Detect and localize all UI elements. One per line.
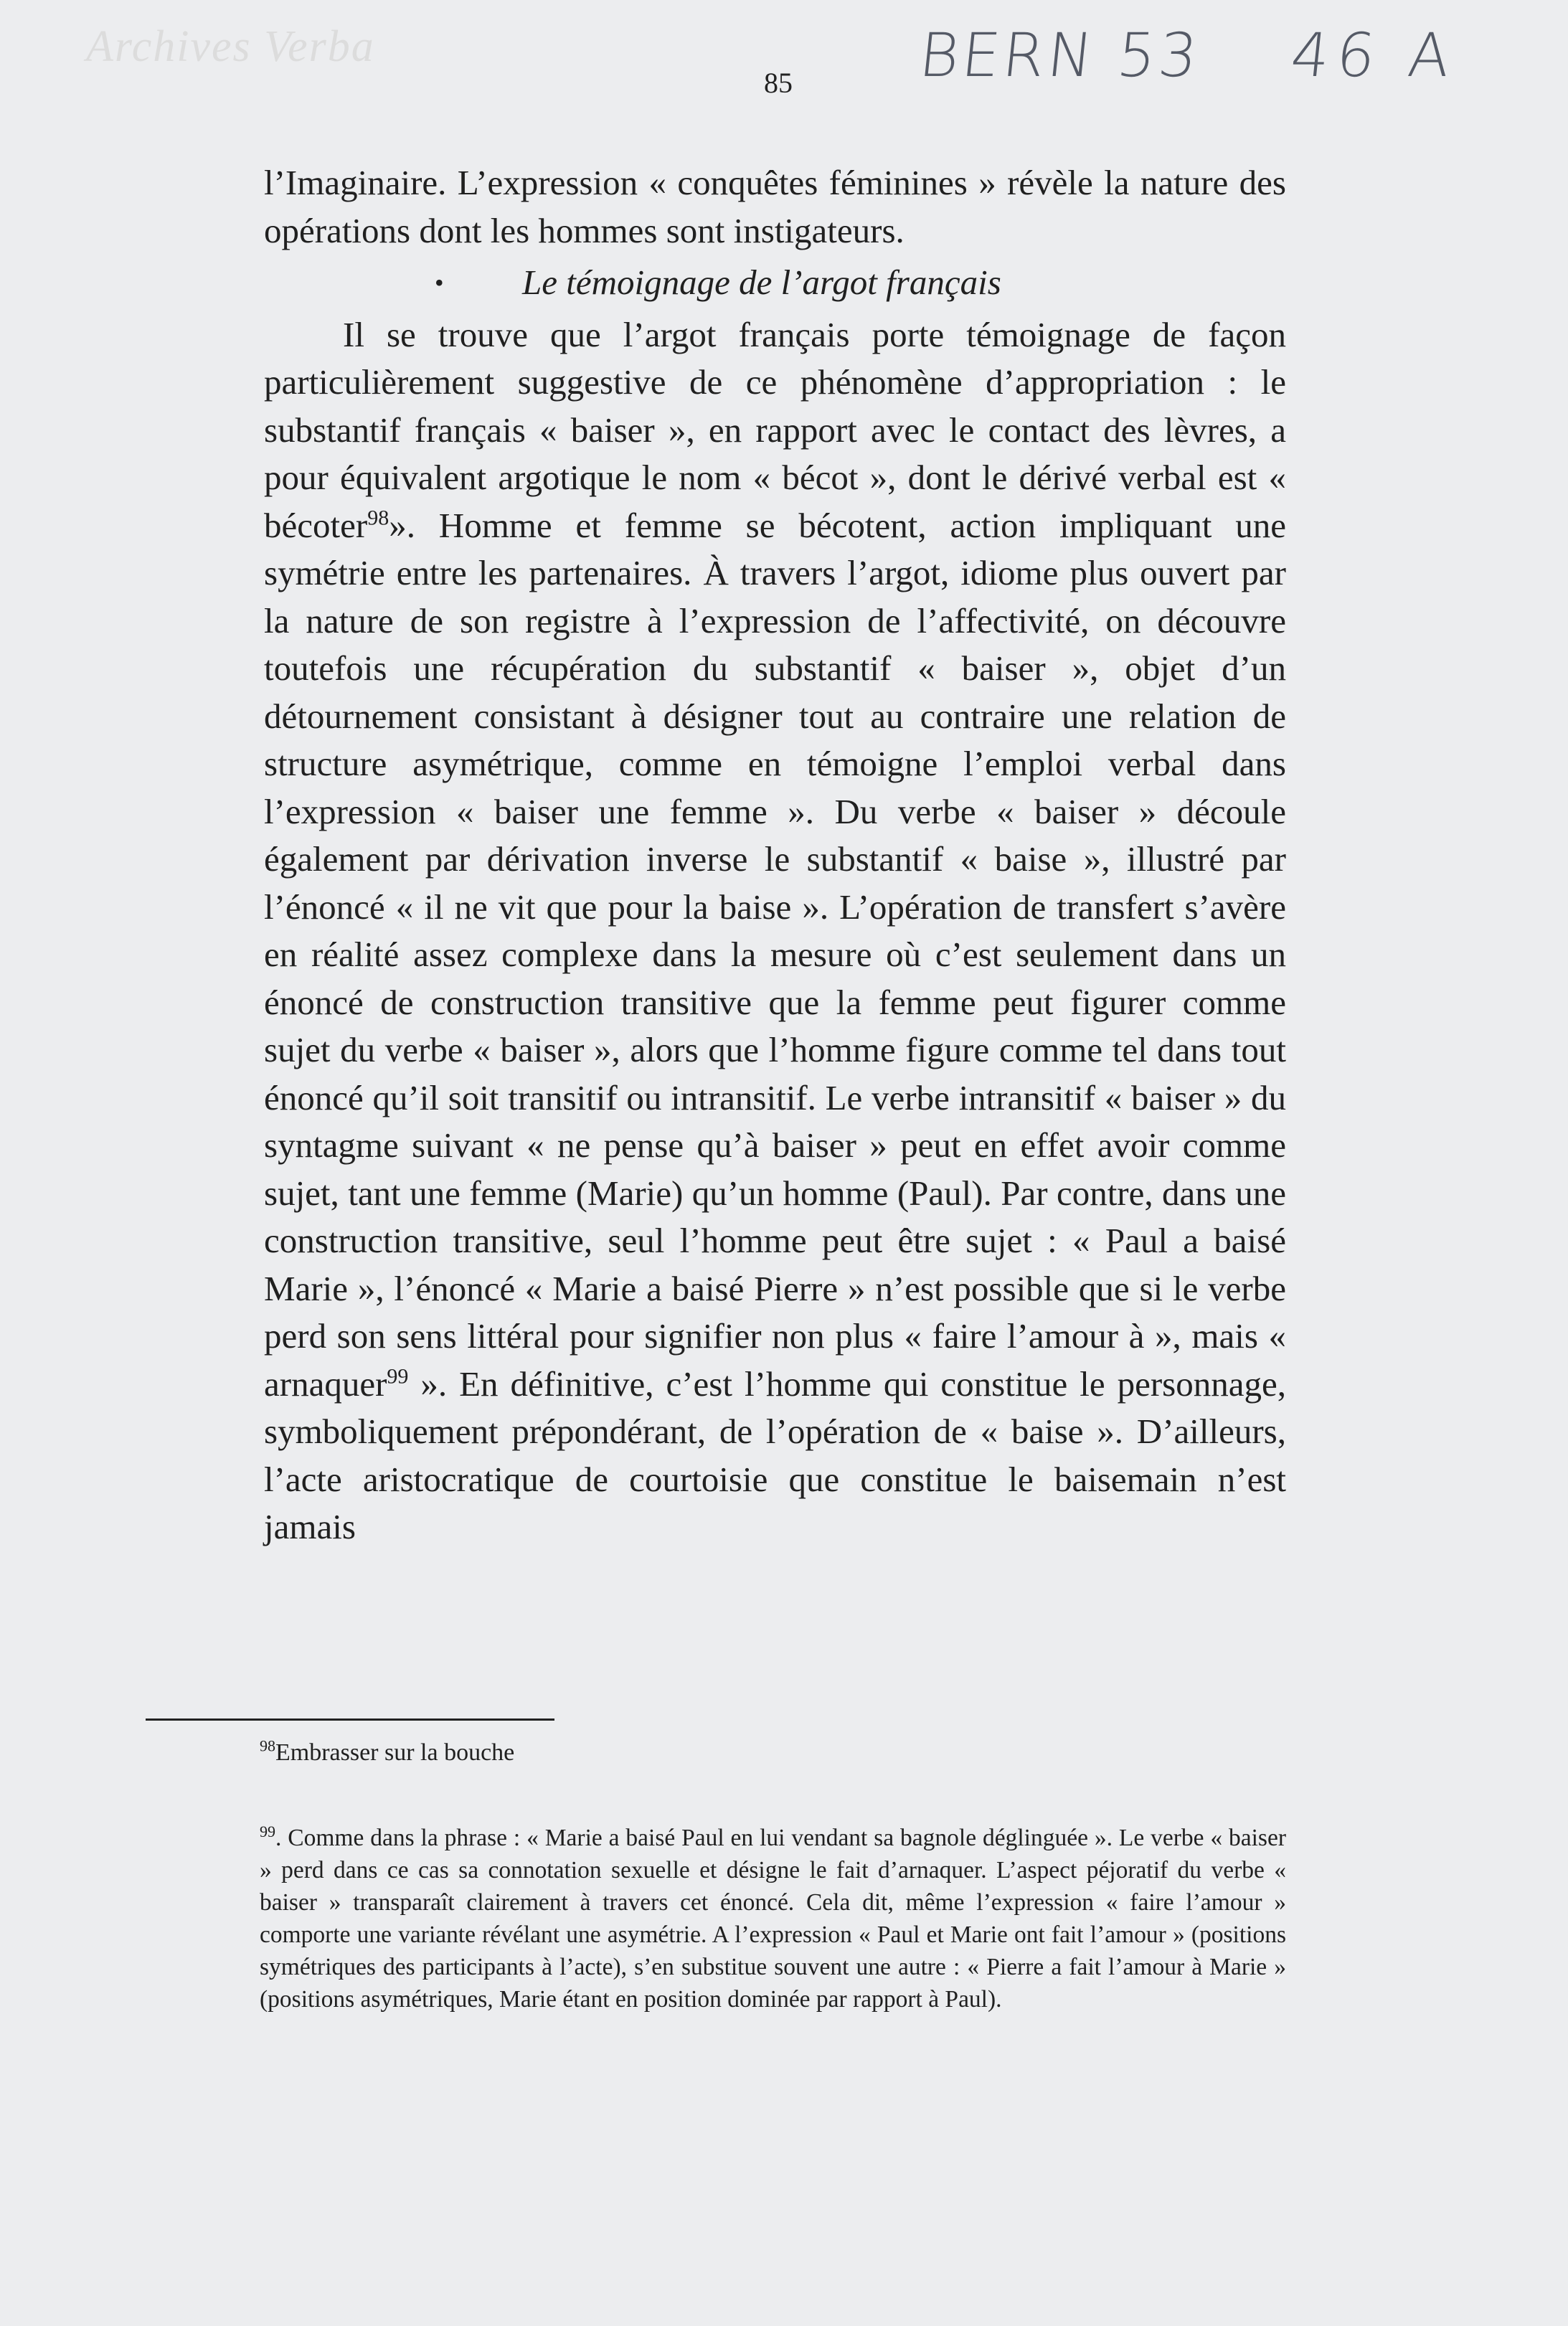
- footnote-ref-98[interactable]: 98: [367, 506, 389, 530]
- footnote-98: [260, 1737, 514, 1769]
- paragraph-text-part2: ». Homme et femme se bécotent, action impliquant une symétrie entre les partenaires. À travers l’argot, idiome plus ouvert par la nature de son registre à l’expression de l’affectivité, on découvre toutefois une récupération du substantif « baiser », objet d’un détournement consistant à désigner tout au contraire une relation de structure asymétrique, comme en témoigne l’emploi verbal dans l’expression « baiser une femme ». Du verbe « baiser » découle également par dérivation inverse le substantif « baise », illustré par l’énoncé « il ne vit que pour la baise ». L’opération de transfert s’avère en réalité assez complexe dans la mesure où c’est seulement dans un énoncé de construction transitive que la femme peut figurer comme sujet du verbe « baiser », alors que l’homme figure comme tel dans tout énoncé qu’il soit transitif ou intransitif. Le verbe intransitif « baiser » du syntagme suivant « ne pense qu’à baiser » peut en effet avoir comme sujet, tant une femme (Marie) qu’un homme (Paul). Par contre, dans une construction transitive, seul l’homme peut être sujet : « Paul a baisé Marie », l’énoncé « Marie a baisé Pierre » n’est possible que si le verbe perd son sens littéral pour signifier non plus « faire l’amour à », mais « arnaquer: [264, 505, 1286, 1404]
- footnote-99-number: 99: [260, 1822, 275, 1840]
- main-text: [264, 159, 1286, 1551]
- page-number: 85: [764, 67, 793, 99]
- handwritten-archive-code: BERN 53: [915, 20, 1204, 90]
- footnote-ref-99[interactable]: 99: [387, 1364, 409, 1389]
- section-heading: [264, 259, 1286, 307]
- handwritten-folio-number: 46 A: [1287, 20, 1461, 90]
- footnote-99: [260, 1822, 1286, 2015]
- bullet-icon: •: [435, 268, 444, 297]
- section-heading-text: Le témoignage de l’argot français: [522, 263, 1001, 302]
- intro-paragraph: l’Imaginaire. L’expression « conquêtes féminines » révèle la nature des opérations dont les hommes sont instigateurs.: [264, 163, 1286, 250]
- paragraph-text-part3: ». En définitive, c’est l’homme qui constitue le personnage, symboliquement prépondérant, de l’opération de « baise ». D’ailleurs, l’acte aristocratique de courtoisie que constitue le baisemain n’est jamais: [264, 1363, 1286, 1546]
- footnote-99-text: . Comme dans la phrase : « Marie a baisé Paul en lui vendant sa bagnole déglinguée ». Le verbe « baiser » perd dans ce cas sa connotation sexuelle et désigne le fait d’arnaquer. L’aspect péjoratif du verbe « baiser » transparaît clairement à travers cet énoncé. Cela dit, même l’expression « faire l’amour » comporte une variante révélant une asymétrie. A l’expression « Paul et Marie ont fait l’amour » (positions symétriques des participants à l’acte), s’en substitue souvent une autre : « Pierre a fait l’amour à Marie » (positions asymétriques, Marie étant en position dominée par rapport à Paul).: [260, 1825, 1286, 2013]
- footnote-separator: [146, 1719, 554, 1721]
- body-paragraph: [264, 311, 1286, 1551]
- footnote-98-number: 98: [260, 1736, 275, 1755]
- bleed-through-header: Archives Verba: [86, 22, 375, 71]
- paragraph-text-part1: Il se trouve que l’argot français porte témoignage de façon particulièrement suggestive de ce phénomène d’appropriation : le substantif français « baiser », en rapport avec le contact des lèvres, a pour équivalent argotique le nom « bécot », dont le dérivé verbal est « bécoter: [264, 314, 1286, 545]
- footnote-98-text: Embrasser sur la bouche: [275, 1739, 515, 1766]
